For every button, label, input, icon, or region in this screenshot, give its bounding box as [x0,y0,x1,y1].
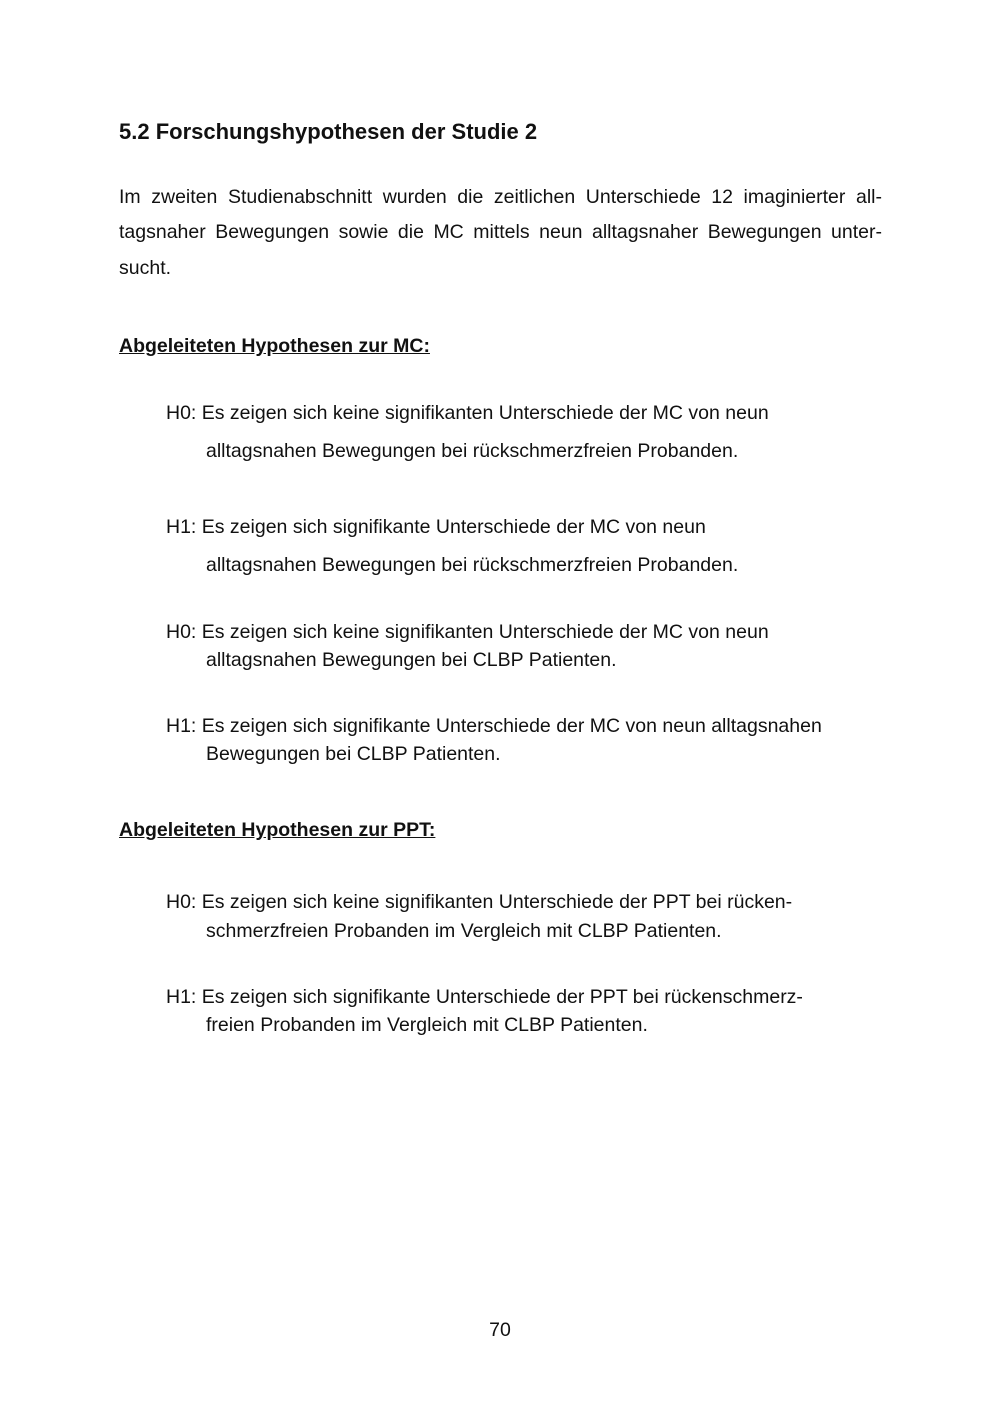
hypothesis-line-continued: alltagsnahen Bewegungen bei rückschmerzfreien Probanden. [206,554,739,576]
hypothesis-line: H1: Es zeigen sich signifikante Unterschiede der PPT bei rückenschmerz- [166,986,803,1008]
hypothesis-line: H1: Es zeigen sich signifikante Unterschiede der MC von neun alltagsnahen [166,715,822,737]
hypothesis-line: H0: Es zeigen sich keine signifikanten Unterschiede der MC von neun [166,402,769,424]
intro-line-1: Im zweiten Studienabschnitt wurden die zeitlichen Unterschiede 12 imaginierter all- [119,186,882,208]
intro-line-2: tagsnaher Bewegungen sowie die MC mittels neun alltagsnaher Bewegungen unter- [119,221,882,243]
ppt-hypotheses-heading: Abgeleiteten Hypothesen zur PPT: [119,819,436,841]
hypothesis-line-continued: alltagsnahen Bewegungen bei rückschmerzfreien Probanden. [206,440,739,462]
intro-line-3: sucht. [119,257,172,279]
hypothesis-line-continued: Bewegungen bei CLBP Patienten. [206,743,501,765]
page-number: 70 [489,1319,511,1341]
section-title: 5.2 Forschungshypothesen der Studie 2 [119,119,538,144]
hypothesis-line-continued: schmerzfreien Probanden im Vergleich mit CLBP Patienten. [206,920,722,942]
mc-hypotheses-heading: Abgeleiteten Hypothesen zur MC: [119,335,430,357]
hypothesis-line-continued: alltagsnahen Bewegungen bei CLBP Patienten. [206,649,617,671]
hypothesis-line: H0: Es zeigen sich keine signifikanten Unterschiede der MC von neun [166,621,769,643]
hypothesis-line-continued: freien Probanden im Vergleich mit CLBP Patienten. [206,1014,648,1036]
hypothesis-line: H1: Es zeigen sich signifikante Unterschiede der MC von neun [166,516,706,538]
hypothesis-line: H0: Es zeigen sich keine signifikanten Unterschiede der PPT bei rücken- [166,891,793,913]
